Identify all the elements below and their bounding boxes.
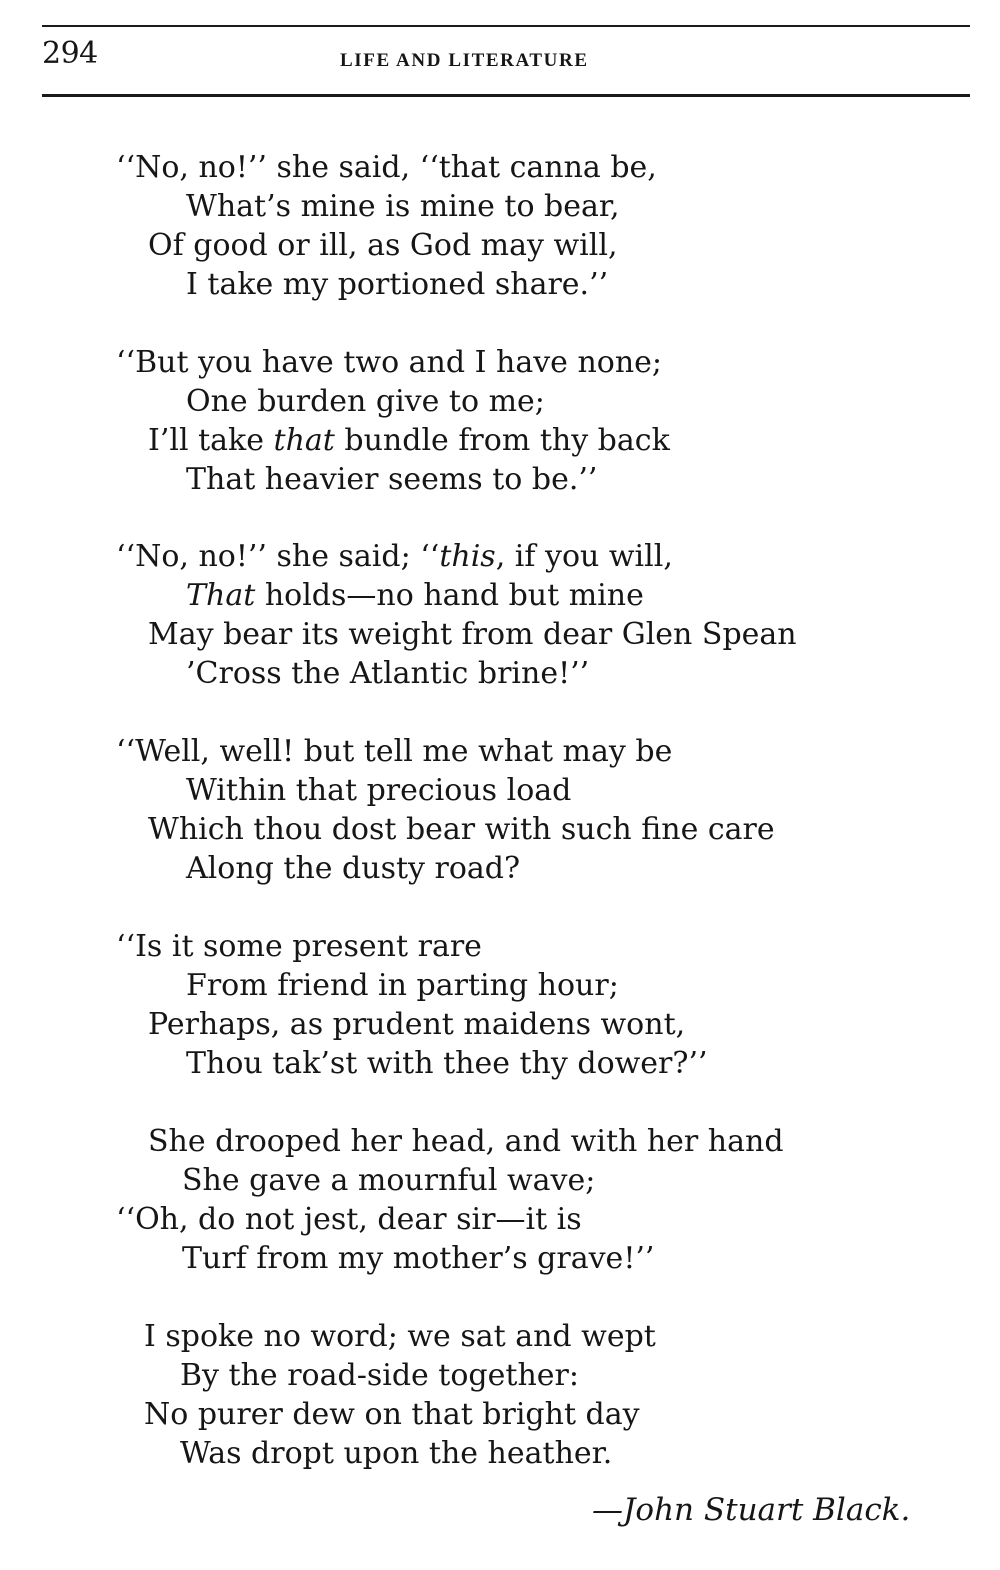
poem-line: May bear its weight from dear Glen Spean	[148, 617, 797, 652]
poem-line: ‘‘No, no!’’ she said; ‘‘this, if you will,	[116, 539, 673, 574]
poem-line: I spoke no word; we sat and wept	[144, 1319, 656, 1354]
poem-line: That holds—no hand but mine	[186, 578, 644, 613]
poem-line: She gave a mournful wave;	[182, 1163, 596, 1198]
poem-line: Turf from my mother’s grave!’’	[182, 1241, 655, 1276]
poem-line: ‘‘Well, well! but tell me what may be	[116, 734, 673, 769]
poem-line: Was dropt upon the heather.	[180, 1436, 613, 1471]
poem-line: ‘‘No, no!’’ she said, ‘‘that canna be,	[116, 150, 657, 185]
poem-line: ‘‘But you have two and I have none;	[116, 345, 663, 380]
top-rule	[42, 25, 970, 27]
header-rule	[42, 94, 970, 97]
poem-line: No purer dew on that bright day	[144, 1397, 640, 1432]
poem-line: ’Cross the Atlantic brine!’’	[186, 656, 590, 691]
poem-line: By the road-side together:	[180, 1358, 579, 1393]
poem-line: I take my portioned share.’’	[186, 267, 609, 302]
poem-line: What’s mine is mine to bear,	[186, 189, 620, 224]
page-number: 294	[42, 36, 98, 71]
poem-line: From friend in parting hour;	[186, 968, 619, 1003]
poem-line: She drooped her head, and with her hand	[148, 1124, 784, 1159]
poem-line: Which thou dost bear with such fine care	[148, 812, 775, 847]
poem-line: That heavier seems to be.’’	[186, 462, 598, 497]
poem-line: Of good or ill, as God may will,	[148, 228, 618, 263]
poem-line: Thou tak’st with thee thy dower?’’	[186, 1046, 708, 1081]
poem-line: Along the dusty road?	[186, 851, 521, 886]
poem-attribution: —John Stuart Black.	[592, 1492, 911, 1528]
poem-line: I’ll take that bundle from thy back	[148, 423, 670, 458]
poem-line: One burden give to me;	[186, 384, 545, 419]
poem-line: ‘‘Is it some present rare	[116, 929, 482, 964]
poem-line: Perhaps, as prudent maidens wont,	[148, 1007, 686, 1042]
poem-line: Within that precious load	[186, 773, 572, 808]
poem-line: ‘‘Oh, do not jest, dear sir—it is	[116, 1202, 582, 1237]
running-title: LIFE AND LITERATURE	[340, 50, 589, 71]
